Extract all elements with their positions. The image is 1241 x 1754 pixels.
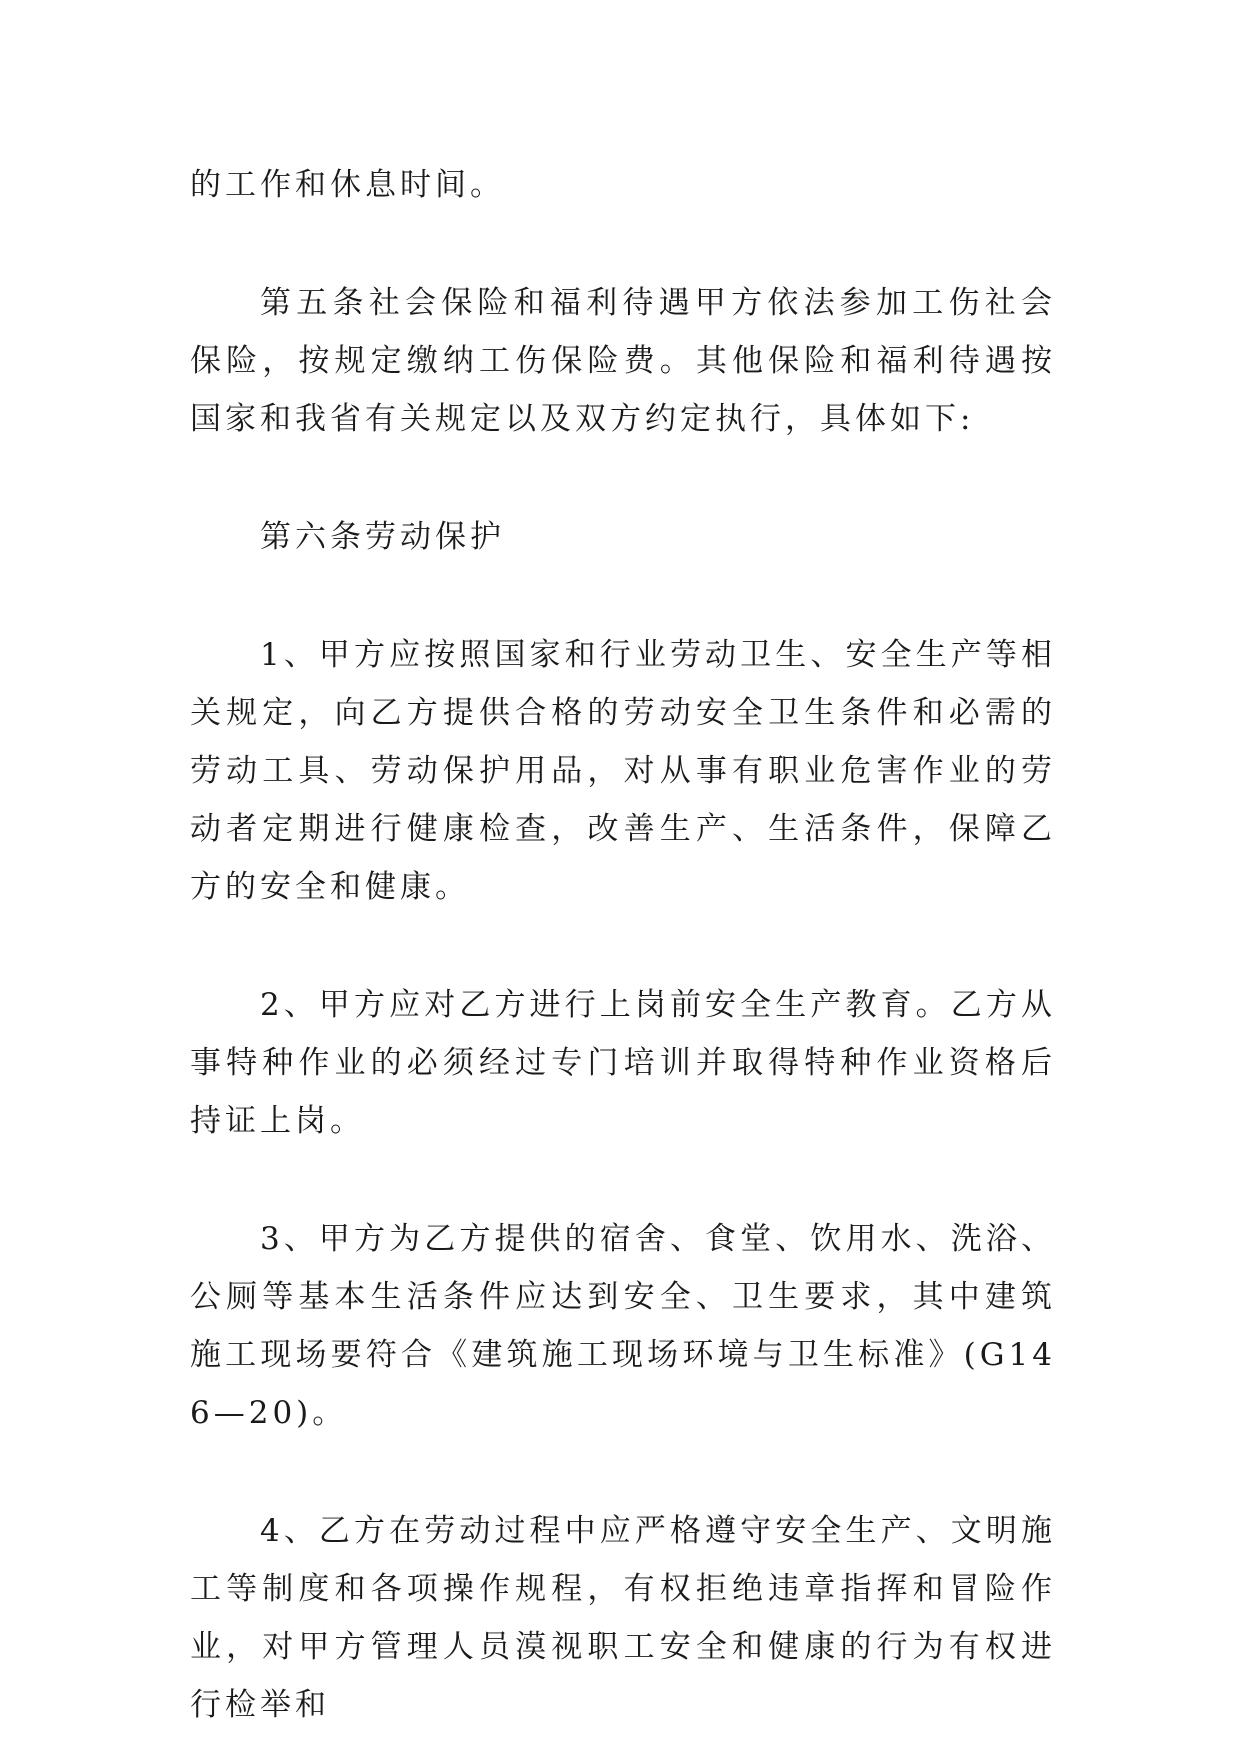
paragraph-item-3: 3、甲方为乙方提供的宿舍、食堂、饮用水、洗浴、公厕等基本生活条件应达到安全、卫生要求，其中建筑施工现场要符合《建筑施工现场环境与卫生标准》(G146—20)。 (190, 1221, 1056, 1431)
paragraph-item-4: 4、乙方在劳动过程中应严格遵守安全生产、文明施工等制度和各项操作规程，有权拒绝违章指挥和冒险作业，对甲方管理人员漠视职工安全和健康的行为有权进行检举和 (190, 1513, 1056, 1723)
heading-article-6: 第六条劳动保护 (260, 519, 505, 555)
paragraph-item-1: 1、甲方应按照国家和行业劳动卫生、安全生产等相关规定，向乙方提供合格的劳动安全卫生条件和必需的劳动工具、劳动保护用品，对从事有职业危害作业的劳动者定期进行健康检查，改善生产、生活条件，保障乙方的安全和健康。 (190, 637, 1056, 905)
paragraph-continuation: 的工作和休息时间。 (190, 167, 505, 203)
document-body (190, 156, 1056, 1734)
paragraph-article-5: 第五条社会保险和福利待遇甲方依法参加工伤社会保险，按规定缴纳工伤保险费。其他保险和福利待遇按国家和我省有关规定以及双方约定执行，具体如下: (190, 285, 1056, 437)
paragraph-item-2: 2、甲方应对乙方进行上岗前安全生产教育。乙方从事特种作业的必须经过专门培训并取得特种作业资格后持证上岗。 (190, 987, 1056, 1139)
